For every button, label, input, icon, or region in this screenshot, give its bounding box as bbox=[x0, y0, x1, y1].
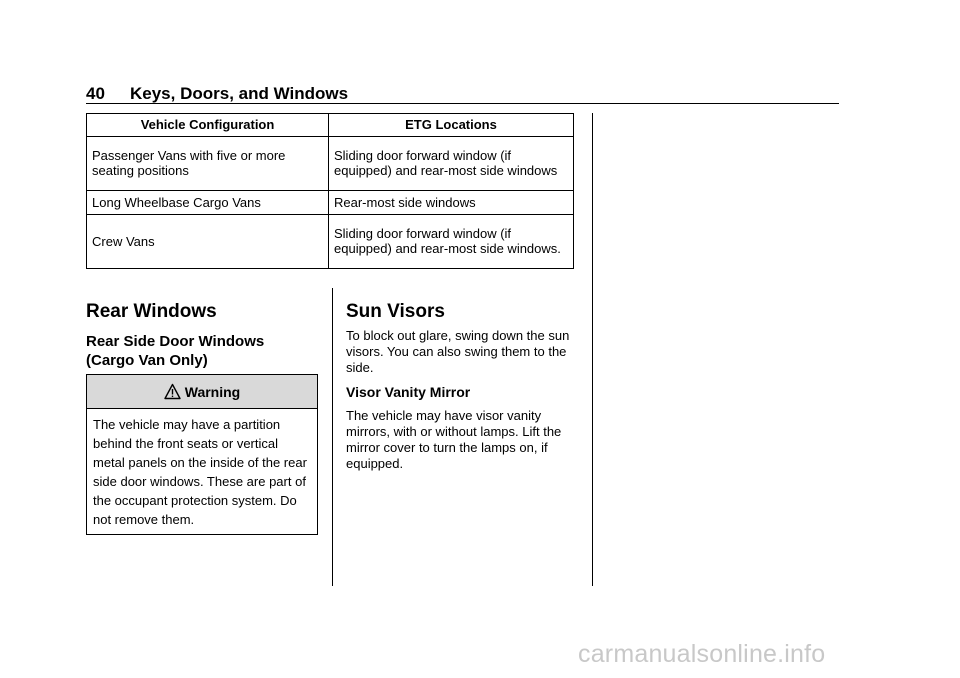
column-header-vehicle-configuration: Vehicle Configuration bbox=[87, 114, 329, 137]
table-cell: Rear-most side windows bbox=[329, 191, 574, 215]
page-number: 40 bbox=[86, 84, 105, 103]
section-title: Keys, Doors, and Windows bbox=[130, 84, 349, 103]
sun-visors-heading: Sun Visors bbox=[346, 301, 445, 322]
warning-header bbox=[87, 375, 317, 409]
sun-visors-text: To block out glare, swing down the sun visors. You can also swing them to the side. bbox=[346, 328, 570, 375]
table-row bbox=[87, 137, 574, 191]
visor-vanity-mirror-subheading: Visor Vanity Mirror bbox=[346, 384, 471, 400]
column-divider-right bbox=[592, 113, 593, 586]
header-rule bbox=[86, 103, 839, 104]
watermark: carmanualsonline.info bbox=[578, 640, 826, 668]
table-row bbox=[87, 191, 574, 215]
etg-table bbox=[86, 113, 574, 269]
column-header-etg-locations: ETG Locations bbox=[329, 114, 574, 137]
warning-label: Warning bbox=[184, 383, 241, 400]
visor-vanity-mirror-text: The vehicle may have visor vanity mirrors, with or without lamps. Lift the mirror cover to turn the lamps on, if equipped. bbox=[346, 408, 562, 471]
table-row bbox=[87, 215, 574, 269]
warning-text: The vehicle may have a partition behind the front seats or vertical metal panels on the inside of the rear side door windows. These are part of the occupant protection system. Do not remove them. bbox=[93, 417, 307, 527]
rear-side-door-windows-subheading: Rear Side Door Windows (Cargo Van Only) bbox=[86, 333, 265, 369]
table-header-row bbox=[87, 114, 574, 137]
warning-icon bbox=[164, 383, 181, 400]
page-header bbox=[86, 84, 839, 104]
column-divider-left bbox=[332, 288, 333, 586]
warning-box bbox=[86, 374, 318, 535]
table-cell: Sliding door forward window (if equipped) and rear-most side windows bbox=[329, 137, 574, 191]
table-cell: Sliding door forward window (if equipped) and rear-most side windows. bbox=[329, 215, 574, 269]
table-cell: Crew Vans bbox=[87, 215, 329, 269]
rear-windows-heading: Rear Windows bbox=[86, 301, 217, 322]
table-cell: Long Wheelbase Cargo Vans bbox=[87, 191, 329, 215]
table-cell: Passenger Vans with five or more seating positions bbox=[87, 137, 329, 191]
